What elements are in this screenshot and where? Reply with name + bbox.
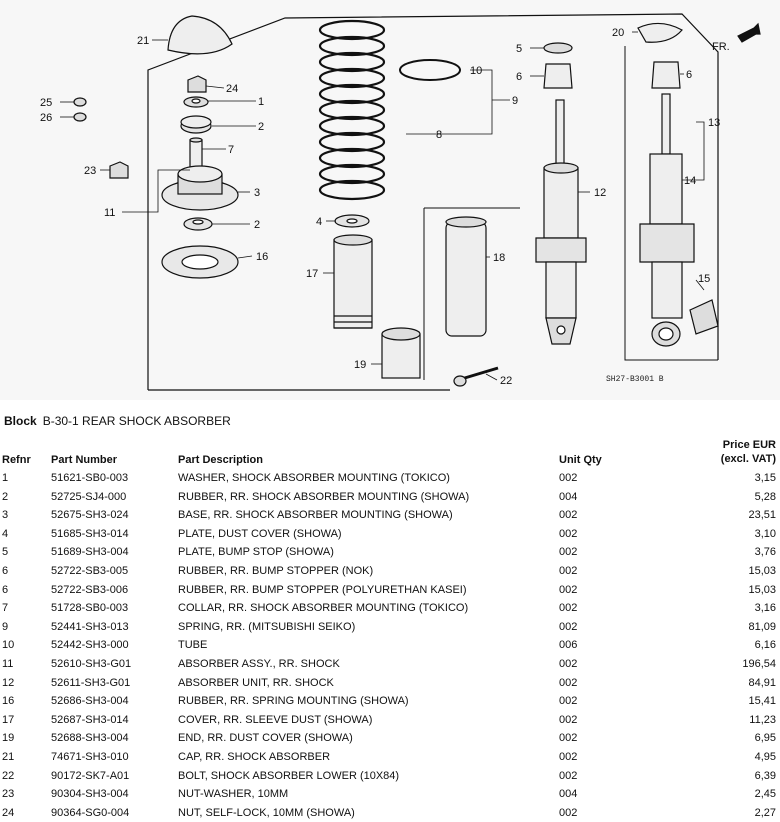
cell-part-number: 52610-SH3-G01 — [51, 657, 132, 670]
cell-qty: 002 — [559, 602, 578, 615]
header-description: Part Description — [178, 454, 263, 466]
callout-12: 12 — [594, 187, 607, 199]
cell-qty: 002 — [559, 583, 578, 596]
direction-label: FR. — [712, 41, 730, 53]
header-price-line1: Price EUR — [722, 439, 776, 451]
callout-18: 18 — [493, 252, 506, 264]
cell-ref: 21 — [2, 750, 15, 763]
cell-ref: 10 — [2, 639, 15, 652]
table-row — [0, 525, 780, 544]
callout-23: 23 — [84, 165, 97, 177]
callout-7: 7 — [228, 144, 235, 156]
table-row — [0, 692, 780, 711]
cell-price: 3,16 — [754, 602, 776, 615]
cell-qty: 002 — [559, 472, 578, 484]
cell-qty: 002 — [559, 676, 578, 689]
callout-14: 14 — [684, 175, 697, 187]
callout-22: 22 — [500, 375, 513, 387]
cell-part-number: 52611-SH3-G01 — [51, 676, 131, 689]
cell-description: ABSORBER ASSY., RR. SHOCK — [178, 657, 340, 670]
cell-description: COVER, RR. SLEEVE DUST (SHOWA) — [178, 713, 373, 726]
cell-description: TUBE — [178, 639, 208, 652]
cell-price: 15,03 — [748, 583, 776, 596]
cell-ref: 17 — [2, 713, 15, 726]
callout-3: 3 — [254, 187, 261, 199]
cell-price: 3,76 — [754, 546, 776, 559]
table-row — [0, 711, 780, 730]
cell-price: 6,39 — [754, 769, 776, 782]
cell-part-number: 52442-SH3-000 — [51, 639, 129, 652]
callout-15: 15 — [698, 273, 711, 285]
cell-price: 23,51 — [748, 509, 776, 522]
cell-qty: 002 — [559, 509, 578, 522]
cell-price: 4,95 — [754, 750, 776, 763]
cell-description: BOLT, SHOCK ABSORBER LOWER (10X84) — [178, 769, 400, 782]
callout-6: 6 — [516, 71, 523, 83]
cell-qty: 002 — [559, 695, 578, 708]
parts-table — [0, 433, 780, 822]
header-price — [721, 438, 776, 466]
callout-2: 2 — [258, 121, 265, 133]
cell-ref: 6 — [2, 564, 9, 577]
table-row — [0, 729, 780, 748]
cell-ref: 11 — [2, 657, 14, 670]
cell-qty: 002 — [559, 806, 578, 819]
cell-qty: 002 — [559, 732, 578, 745]
callout-9: 9 — [512, 95, 519, 107]
cell-price: 5,28 — [754, 490, 776, 503]
cell-ref: 4 — [2, 527, 9, 540]
cell-ref: 23 — [2, 788, 15, 801]
cell-ref: 3 — [2, 509, 9, 522]
cell-part-number: 52688-SH3-004 — [51, 732, 129, 745]
cell-qty: 002 — [559, 750, 578, 763]
table-row — [0, 804, 780, 822]
table-row — [0, 488, 780, 507]
callout-6b: 6 — [686, 69, 693, 81]
cell-price: 2,45 — [754, 788, 776, 801]
cell-qty: 002 — [559, 713, 578, 726]
cell-part-number: 51685-SH3-014 — [51, 527, 129, 540]
cell-ref: 1 — [2, 472, 9, 484]
table-header — [0, 433, 780, 469]
cell-ref: 9 — [2, 620, 9, 633]
header-part-number: Part Number — [51, 454, 118, 466]
cell-description: NUT-WASHER, 10MM — [178, 788, 289, 801]
callout-4: 4 — [316, 216, 323, 228]
cell-price: 6,16 — [754, 639, 776, 652]
table-row — [0, 636, 780, 655]
block-name: B-30-1 REAR SHOCK ABSORBER — [42, 414, 231, 428]
cell-description: PLATE, DUST COVER (SHOWA) — [178, 527, 342, 540]
table-row — [0, 599, 780, 618]
callout-17: 17 — [306, 268, 319, 280]
cell-ref: 22 — [2, 769, 15, 782]
cell-part-number: 90364-SG0-004 — [51, 806, 130, 819]
cell-price: 6,95 — [754, 732, 776, 745]
cell-ref: 16 — [2, 695, 15, 708]
cell-ref: 7 — [2, 602, 9, 615]
cell-part-number: 52722-SB3-006 — [51, 583, 129, 596]
cell-description: NUT, SELF-LOCK, 10MM (SHOWA) — [178, 806, 355, 819]
cell-qty: 006 — [559, 639, 578, 652]
table-row — [0, 785, 780, 804]
cell-price: 2,27 — [754, 806, 776, 819]
callout-2b: 2 — [254, 219, 261, 231]
callout-1: 1 — [258, 96, 265, 108]
cell-description: RUBBER, RR. BUMP STOPPER (POLYURETHAN KASEI) — [178, 583, 467, 596]
cell-part-number: 52722-SB3-005 — [51, 564, 129, 577]
cell-description: END, RR. DUST COVER (SHOWA) — [178, 732, 353, 745]
table-row — [0, 562, 780, 581]
table-row — [0, 618, 780, 637]
cell-part-number: 90304-SH3-004 — [51, 788, 129, 801]
header-ref: Refnr — [2, 454, 31, 466]
cell-description: RUBBER, RR. BUMP STOPPER (NOK) — [178, 564, 374, 577]
callout-21: 21 — [137, 35, 150, 47]
cell-qty: 002 — [559, 527, 578, 540]
table-row — [0, 469, 780, 488]
cell-part-number: 51689-SH3-004 — [51, 546, 129, 559]
cell-description: WASHER, SHOCK ABSORBER MOUNTING (TOKICO) — [178, 472, 450, 484]
callout-26: 26 — [40, 112, 53, 124]
cell-qty: 002 — [559, 769, 578, 782]
table-row — [0, 543, 780, 562]
cell-price: 15,41 — [748, 695, 776, 708]
cell-description: BASE, RR. SHOCK ABSORBER MOUNTING (SHOWA) — [178, 509, 453, 522]
figure-code: SH27-B3001 B — [606, 375, 664, 384]
cell-qty: 002 — [559, 657, 578, 670]
cell-ref: 19 — [2, 732, 15, 745]
callout-24: 24 — [226, 83, 239, 95]
cell-price: 84,91 — [748, 676, 776, 689]
cell-description: ABSORBER UNIT, RR. SHOCK — [178, 676, 334, 689]
callout-19: 19 — [354, 359, 367, 371]
cell-price: 15,03 — [748, 564, 776, 577]
table-row — [0, 655, 780, 674]
cell-qty: 004 — [559, 788, 578, 801]
cell-part-number: 51621-SB0-003 — [51, 472, 129, 484]
cell-price: 3,15 — [754, 472, 776, 484]
cell-part-number: 90172-SK7-A01 — [51, 769, 130, 782]
table-row — [0, 506, 780, 525]
cell-part-number: 52441-SH3-013 — [51, 620, 129, 633]
header-price-line2: (excl. VAT) — [720, 453, 776, 465]
callout-16: 16 — [256, 251, 269, 263]
cell-ref: 24 — [2, 806, 15, 819]
table-body — [0, 469, 780, 822]
cell-part-number: 51728-SB0-003 — [51, 602, 129, 615]
cell-qty: 002 — [559, 564, 578, 577]
callout-13: 13 — [708, 117, 721, 129]
callout-11: 11 — [104, 207, 116, 219]
cell-qty: 002 — [559, 620, 578, 633]
cell-ref: 12 — [2, 676, 15, 689]
callout-25: 25 — [40, 97, 53, 109]
cell-description: SPRING, RR. (MITSUBISHI SEIKO) — [178, 620, 356, 633]
cell-part-number: 52725-SJ4-000 — [51, 490, 127, 503]
cell-part-number: 52686-SH3-004 — [51, 695, 129, 708]
block-label: Block — [4, 414, 37, 428]
callout-20: 20 — [612, 27, 625, 39]
cell-description: COLLAR, RR. SHOCK ABSORBER MOUNTING (TOKICO) — [178, 602, 469, 615]
cell-ref: 2 — [2, 490, 9, 503]
cell-ref: 6 — [2, 583, 9, 596]
table-row — [0, 767, 780, 786]
rear-shock-absorber-drawing — [0, 0, 780, 400]
cell-price: 11,23 — [749, 713, 776, 726]
cell-price: 81,09 — [748, 620, 776, 633]
cell-part-number: 52687-SH3-014 — [51, 713, 129, 726]
cell-qty: 002 — [559, 546, 578, 559]
table-row — [0, 748, 780, 767]
callout-5: 5 — [516, 43, 523, 55]
cell-ref: 5 — [2, 546, 9, 559]
table-row — [0, 674, 780, 693]
block-title — [4, 414, 231, 428]
direction-arrow-icon — [738, 24, 760, 42]
cell-description: RUBBER, RR. SPRING MOUNTING (SHOWA) — [178, 695, 409, 708]
callout-8: 8 — [436, 129, 443, 141]
cell-qty: 004 — [559, 490, 578, 503]
cell-description: CAP, RR. SHOCK ABSORBER — [178, 750, 331, 763]
cell-description: PLATE, BUMP STOP (SHOWA) — [178, 546, 334, 559]
table-row — [0, 581, 780, 600]
cell-part-number: 74671-SH3-010 — [51, 750, 129, 763]
exploded-parts-diagram — [0, 0, 780, 400]
header-qty: Unit Qty — [559, 454, 602, 466]
cell-price: 3,10 — [754, 527, 776, 540]
cell-description: RUBBER, RR. SHOCK ABSORBER MOUNTING (SHOWA) — [178, 490, 470, 503]
cell-part-number: 52675-SH3-024 — [51, 509, 129, 522]
cell-price: 196,54 — [742, 657, 776, 670]
callout-10: 10 — [470, 65, 483, 77]
